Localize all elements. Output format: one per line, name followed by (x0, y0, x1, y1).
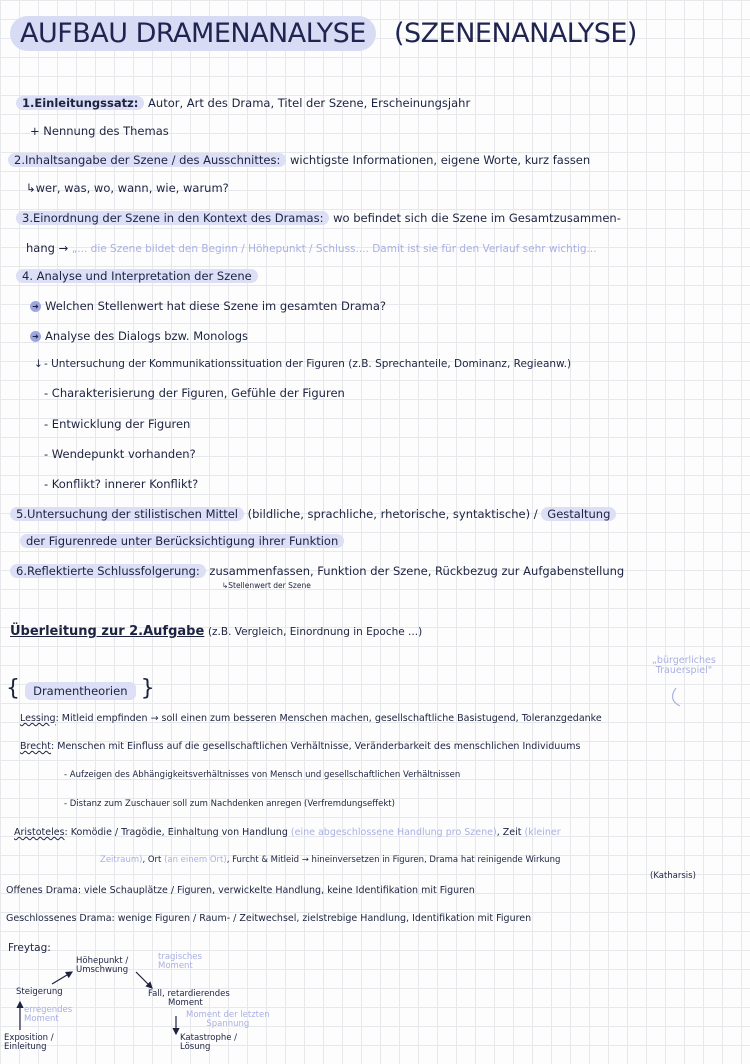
down-arrow-icon: ↓ (34, 358, 43, 370)
freytag-peak-line-2: Umschwung (76, 964, 129, 975)
item-2-text: wichtigste Informationen, eigene Worte, kurz fassen (290, 153, 591, 167)
wavy-brace-icon: { (6, 676, 20, 701)
brecht-line-2: - Aufzeigen des Abhängigkeitsverhältnisses von Mensch und gesellschaftlichen Verhältnissen (64, 770, 461, 780)
freytag-label: Freytag: (8, 942, 51, 954)
item-5-text: (bildliche, sprachliche, rhetorische, syntaktische) / (247, 507, 538, 521)
item-2-continuation: ↳wer, was, wo, wann, wie, warum? (26, 181, 229, 195)
freytag-tragic-line-1: tragisches (158, 952, 202, 962)
aristoteles-text-c: , Zeit (496, 827, 522, 838)
freytag-peak-line-1: Höhepunkt / (76, 956, 129, 966)
side-note-line-2: Trauerspiel" (655, 665, 713, 677)
item-6-heading: 6.Reflektierte Schlussfolgerung: (10, 564, 206, 578)
lessing-text: : Mitleid empfinden → soll einen zum besseren Menschen machen, gesellschaftliche Basistugend, Toleranzgedanke (55, 713, 602, 724)
aristoteles-text-f: , Ort (142, 855, 162, 865)
freytag-lastsusp-line-1: Moment der letzten (186, 1010, 270, 1020)
freytag-lastsusp-line-2: Spannung (206, 1018, 250, 1029)
freytag-fall-line-2: Moment (168, 997, 203, 1008)
aristoteles-text-e: Zeitraum) (100, 855, 143, 865)
transition-label: Überleitung zur 2.Aufgabe (10, 624, 205, 639)
theories-heading: Dramentheorien (25, 682, 135, 700)
item-3-text: wo befindet sich die Szene im Gesamtzusammen- (333, 211, 621, 225)
freytag-exciting-line-2: Moment (24, 1013, 59, 1024)
arrow-bullet-icon: ➜ (30, 331, 41, 342)
aristoteles-text-a: : Komödie / Tragödie, Einhaltung von Handlung (64, 827, 288, 838)
item-6-subnote: ↳Stellenwert der Szene (222, 581, 311, 590)
open-drama-line: Offenes Drama: viele Schauplätze / Figuren, verwickelte Handlung, keine Identifikation mit Figuren (6, 885, 475, 896)
brecht-text: : Menschen mit Einfluss auf die gesellschaftlichen Verhältnisse, Veränderbarkeit des menschlichen Individuums (51, 741, 581, 752)
aristoteles-katharsis: (Katharsis) (650, 871, 696, 881)
brecht-line-3: - Distanz zum Zuschauer soll zum Nachdenken anregen (Verfremdungseffekt) (64, 799, 395, 809)
item-4-sub-5: - Konflikt? innerer Konflikt? (44, 477, 199, 491)
freytag-exposition-line-2: Einleitung (4, 1041, 47, 1052)
arrow-rise-to-peak (52, 972, 72, 984)
item-4-sub-2: - Charakterisierung der Figuren, Gefühle der Figuren (44, 386, 345, 400)
item-1-continuation: + Nennung des Themas (30, 124, 169, 138)
item-4-heading: 4. Analyse und Interpretation der Szene (16, 269, 258, 283)
title-main: AUFBAU DRAMENANALYSE (10, 16, 376, 51)
item-3-heading: 3.Einordnung der Szene in den Kontext des Dramas: (16, 211, 329, 225)
freytag-exposition-line-1: Exposition / (4, 1033, 54, 1043)
freytag-exciting-line-1: erregendes (24, 1005, 73, 1015)
item-6-text: zusammenfassen, Funktion der Szene, Rückbezug zur Aufgabenstellung (209, 564, 625, 578)
title-sub: (SZENENANALYSE) (393, 18, 637, 49)
freytag-catastrophe-line-1: Katastrophe / (180, 1033, 238, 1043)
item-4-sub-4: - Wendepunkt vorhanden? (44, 447, 196, 461)
arrow-peak-to-fall (136, 972, 152, 988)
item-1-text: Autor, Art des Drama, Titel der Szene, Erscheinungsjahr (148, 96, 471, 110)
item-4-sub-1: - Untersuchung der Kommunikationssituation der Figuren (z.B. Sprechanteile, Dominanz, Regieanw.) (44, 358, 572, 370)
item-5-cont-text: der Figurenrede unter Berücksichtigung ihrer Funktion (20, 534, 344, 548)
aristoteles-name: Aristoteles (14, 827, 65, 838)
aristoteles-text-g: (an einem Ort) (164, 855, 227, 865)
aristoteles-text-h: , Furcht & Mitleid → hineinversetzen in Figuren, Drama hat reinigende Wirkung (226, 855, 561, 865)
side-note-connector (673, 688, 680, 706)
freytag-tragic-line-2: Moment (158, 960, 193, 971)
item-3-example-quote: „... die Szene bildet den Beginn / Höhepunkt / Schluss.... Damit ist sie für den Verlauf sehr wichtig... (71, 243, 597, 255)
side-note-line-1: „bürgerliches (652, 655, 716, 666)
wavy-brace-icon: } (140, 676, 155, 701)
brecht-name: Brecht (20, 741, 52, 752)
freytag-catastrophe-line-2: Lösung (180, 1041, 211, 1052)
transition-text: (z.B. Vergleich, Einordnung in Epoche ...) (207, 626, 423, 638)
item-4-bullet-2-text: Analyse des Dialogs bzw. Monologs (45, 329, 249, 343)
aristoteles-text-b: (eine abgeschlossene Handlung pro Szene) (290, 827, 497, 838)
item-4-bullet-1-text: Welchen Stellenwert hat diese Szene im gesamten Drama? (45, 299, 387, 313)
arrow-bullet-icon: ➜ (30, 301, 41, 312)
item-5-highlight: Gestaltung (541, 507, 616, 521)
freytag-rise: Steigerung (16, 987, 63, 997)
lessing-name: Lessing (20, 713, 56, 724)
freytag-fall-line-1: Fall, retardierendes (148, 989, 230, 999)
item-1-heading: 1.Einleitungssatz: (16, 96, 144, 110)
aristoteles-text-d: (kleiner (524, 827, 561, 838)
item-2-heading: 2.Inhaltsangabe der Szene / des Ausschnittes: (8, 153, 286, 167)
item-5-heading: 5.Untersuchung der stilistischen Mittel (10, 507, 244, 521)
item-4-sub-3: - Entwicklung der Figuren (44, 417, 191, 431)
closed-drama-line: Geschlossenes Drama: wenige Figuren / Raum- / Zeitwechsel, zielstrebige Handlung, Identifikation mit Figuren (6, 913, 532, 924)
item-3-cont-a: hang → (26, 241, 69, 255)
